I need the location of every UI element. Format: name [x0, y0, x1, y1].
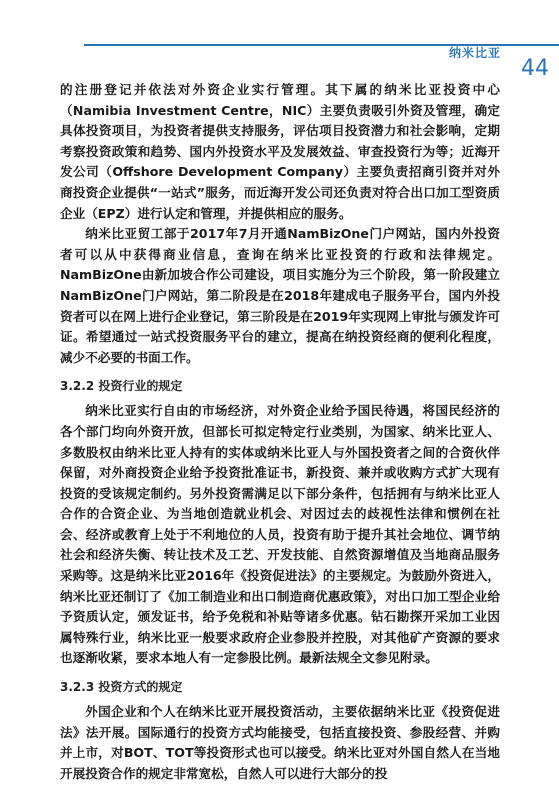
paragraph-2: 纳米比亚贸工部于2017年7月开通NamBizOne门户网站，国内外投资者可以从中获得商业信息，查询在纳米比亚投资的行政和法律规定。NamBizOne由新加坡合作公司建设，项目实施分为三个阶段，第一阶段建立NamBizOne门户网站，第二阶段是在2018年建成电子服务平台，国内外投资者可以在网上进行企业登记，第三阶段是在2019年实现网上审批与颁发许可证。希望通过一站式投资服务平台的建立，提高在纳投资经商的便利化程度，减少不必要的书面工作。	[60, 226, 500, 365]
section-heading-3-2-3: 3.2.3 投资方式的规定	[60, 680, 183, 695]
paragraph-3: 纳米比亚实行自由的市场经济，对外资企业给予国民待遇，将国民经济的各个部门均向外资开放，但部长可拟定特定行业类别，为国家、纳米比亚人、多数股权由纳米比亚人持有的实体或纳米比亚人与外国投资者之间的合资伙伴保留，对外商投资企业给予投资批准证书，新投资、兼并或收购方式扩大现有投资的受该规定制约。另外投资需满足以下部分条件，包括拥有与纳米比亚人合作的合资企业、为当地创造就业机会、对因过去的歧视性法律和惯例在社会、经济或教育上处于不利地位的人员，投资有助于提升其社会地位、调节纳社会和经济失衡、转让技术及工艺、开发技能、自然资源增值及当地商品服务采购等。这是纳米比亚2016年《投资促进法》的主要规定。为鼓励外资进入，纳米比亚还制订了《加工制造业和出口制造商优惠政策》，对出口加工型企业给予资质认定，颁发证书，给予免税和补贴等诸多优惠。钻石勘探开采加工业因属特殊行业，纳米比亚一般要求政府企业参股并控股，对其他矿产资源的要求也逐渐收紧，要求本地人有一定参股比例。最新法规全文参见附录。	[60, 403, 500, 666]
section-heading-3-2-2: 3.2.2 投资行业的规定	[60, 379, 183, 394]
paragraph-1: 的注册登记并依法对外资企业实行管理。其下属的纳米比亚投资中心（Namibia Investment Centre，NIC）主要负责吸引外资及管理，确定具体投资项目，为投资者提供支持服务，评估项目投资潜力和社会影响，定期考察投资政策和趋势、国内外投资水平及发展效益、审查投资行为等；近海开发公司（Offshore Development Company）主要负责招商引资并对外商投资企业提供“一站式”服务，而近海开发公司还负责对符合出口加工型资质企业（EPZ）进行认定和管理，并提供相应的服务。	[60, 82, 500, 221]
page-number: 44	[521, 56, 549, 81]
header-title: 纳米比亚	[448, 46, 501, 60]
page-body	[60, 80, 500, 784]
paragraph-4: 外国企业和个人在纳米比亚开展投资活动，主要依据纳米比亚《投资促进法》法开展。国际通行的投资方式均能接受，包括直接投资、参股经营、并购并上市，对BOT、TOT等投资形式也可以接受。纳米比亚对外国自然人在当地开展投资合作的规定非常宽松，自然人可以进行大部分的投	[60, 704, 500, 781]
